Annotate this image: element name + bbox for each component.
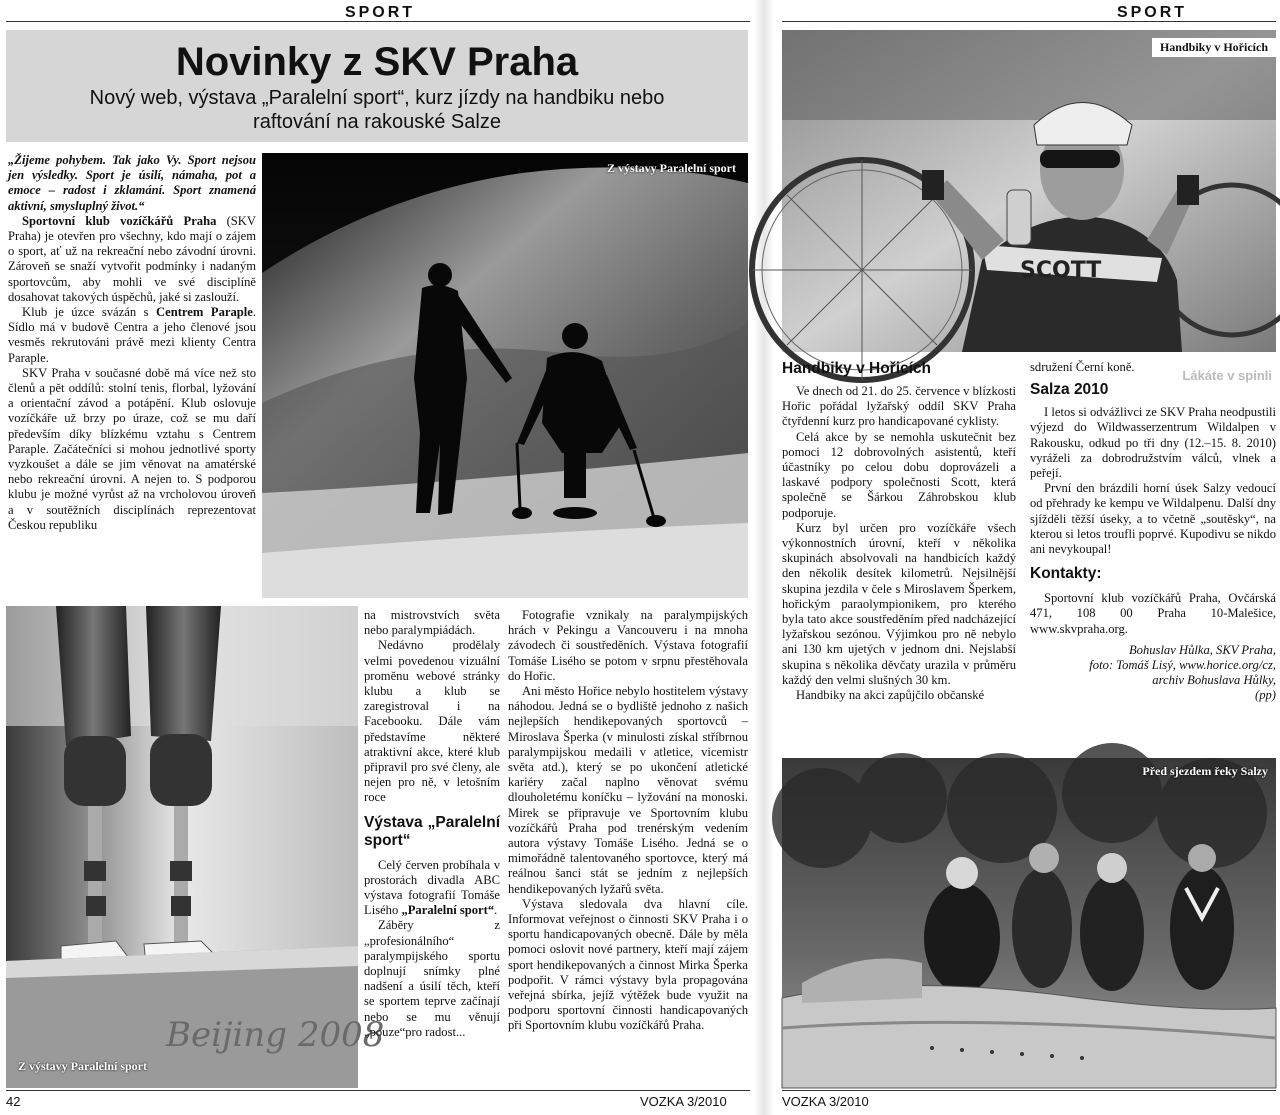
photo-rafting — [782, 758, 1276, 1088]
handbike-intro: Ve dnech od 21. do 25. července v blízkosti Hořic pořádal lyžařský oddíl SKV Praha čtyřdenní kurz pro handicapované cyklisty. — [782, 384, 1016, 429]
rafting-illustration — [782, 758, 1276, 1088]
intro-quote: „Žijeme pohybem. Tak jako Vy. Sport nejsou jen výsledky. Sport je úsilí, námaha, pot a emoce – radost i zklamání. Sport znamená aktivní, smysluplný život.“ — [8, 153, 256, 213]
credit-photo: foto: Tomáš Lisý, www.horice.org/cz, — [1089, 658, 1276, 673]
salza-heading: Salza 2010 — [1030, 381, 1109, 399]
left-col1-text — [8, 153, 256, 603]
footer-issue-right: VOZKA 3/2010 — [782, 1094, 869, 1109]
credit-archive: archiv Bohuslava Hůlky, — [1152, 673, 1276, 688]
contacts-text: Sportovní klub vozíčkářů Praha, Ovčárská 471, 108 00 Praha 10-Malešice, www.skvpraha.org. — [1030, 591, 1276, 636]
credit-pp: (pp) — [1255, 688, 1276, 703]
page-number: 42 — [6, 1094, 21, 1109]
salza-details: První den brázdili horní úsek Salzy vedoucí od přehrady ke kempu ve Wildalpenu. Další dny sjížděli těžší úseky, a to včetně „soutěsky“, na kterou si letos troufli poprvé. Kupodivu se nikdo ani nevykoupal! — [1030, 481, 1276, 557]
footer-rule — [6, 1090, 750, 1091]
col2-continuation: na mistrovstvích světa nebo paralympiádách. — [364, 608, 500, 638]
ghost-text: Lákáte v spinli — [1182, 368, 1272, 383]
exhibition-photos-text: Záběry z „profesionálního“ paralympijského sportu doplnují snímky plné nadšení a úsilí těch, kteří se sportem teprve začínají nebo se mu věnují „pouze“pro radost... — [364, 918, 500, 1039]
photo-prosthetics — [6, 606, 385, 1088]
left-col2-text — [364, 608, 500, 1088]
photo-caption-handbike: Handbiky v Hořicích — [1152, 38, 1276, 57]
club-name-bold: Sportovní klub vozíčkářů Praha — [22, 213, 217, 228]
web-news-text: Nedávno prodělaly velmi povedenou vizuální proměnu webové stránky klubu a klub se zaregistroval i na Facebooku. Dále vám představíme některé atraktivní akce, které klub připravil pro své členy, ale nejen pro ně, v letošním roce — [364, 638, 500, 805]
section-label-right: SPORT — [1116, 4, 1188, 21]
exhibition-title-bold: „Paralelní sport“ — [401, 903, 495, 918]
right-col2-text — [1030, 360, 1276, 752]
page-title: Novinky z SKV Praha — [175, 40, 579, 84]
right-col1-text — [782, 360, 1016, 752]
credit-author: Bohuslav Hůlka, SKV Praha, — [1128, 642, 1276, 657]
members-text: SKV Praha v současné době má více než sto členů a pět oddílů: stolní tenis, florbal, lyžování a orientační závod a potápění. Klub oslovuje vozíčkáře už brzy po úraze, což se mu daří především díky blízkému vztahu s Centrem Paraple. Začátečníci si mohou jednotlivé sporty vyzkoušet a dále se jim věnovat na amatérské nebo rekreační úrovni. A nejen to. S podporou klubu je možné vyrůst až na vrcholovou úroveň a v soutěžních disciplínách reprezentovat Českou republiku — [8, 365, 256, 532]
footer-issue: VOZKA 3/2010 — [640, 1094, 727, 1109]
handbike-heading: Handbiky v Hořicích — [782, 360, 932, 377]
exhibition-goals-text: Výstava sledovala dva hlavní cíle. Informovat veřejnost o činnosti SKV Praha i o sportu handicapovaných obecně. Dále by měla pomoci oslovit nové partnery, kteří mají zájem sport hendikepovaných a činnost Mirka Šperka podpořit. V rámci výstavy byla propagována veřejná sbírka, jejíž výtěžek bude využit na podporu sportovní činnosti handicapovaných při Sportovním klubu vozíčkářů Praha. — [508, 896, 748, 1033]
photos-origin-text: Fotografie vznikaly na paralympijských hrách v Pekingu a Vancouveru i na mnoha závodech či soustředěních. Výstava fotografií Tomáše Lisého se potom v srpnu přestěhovala do Hořic. — [508, 608, 748, 683]
left-col3-text — [508, 608, 748, 1088]
handbike-assistants: Celá akce by se nemohla uskutečnit bez pomoci 12 dobrovolných asistentů, kteří účastníky po celou dobu doprovázeli a laskavé podpory společnosti Scott, která společně se Šárkou Záhrobskou klub podporuje. — [782, 429, 1016, 520]
credits — [1030, 643, 1276, 704]
photo-caption-2: Z výstavy Paralelní sport — [18, 1059, 147, 1073]
club-intro-text: (SKV Praha) je otevřen pro všechny, kdo mají o zájem o sport, ať už na rekreační nebo závodní úrovni. Zároveň se snaží vytvořit podmínky i nadaným sportovcům, aby mohli ve své disciplíně dosahovat takových úspěchů, jaké si zaslouží. — [8, 213, 256, 304]
paraple-text-b: . Sídlo má v budově Centra a jeho členové jsou vesměs rekrutováni právě mezi klienty Centra Paraple. — [8, 305, 257, 365]
photo-caption-rafting: Před sjezdem řeky Salzy — [1142, 764, 1268, 778]
contacts-heading: Kontakty: — [1030, 565, 1102, 583]
photo-caption: Z výstavy Paralelní sport — [607, 161, 736, 175]
footer-rule-right — [782, 1090, 1276, 1091]
paraple-text-a: Klub je úzce svázán s — [22, 305, 157, 320]
jersey-text: SCOTT — [1020, 258, 1102, 283]
skiing-illustration — [262, 153, 748, 598]
exhibition-text-b: . — [494, 903, 498, 918]
section-rule-right — [782, 21, 1276, 22]
title-box — [6, 30, 748, 142]
photo-skiing — [262, 153, 748, 598]
section-label: SPORT — [344, 4, 416, 21]
handbike-illustration — [782, 30, 1276, 352]
podium-sign: Beijing 2008 — [166, 1015, 385, 1055]
prosthetics-illustration — [6, 606, 385, 1088]
horice-text: Ani město Hořice nebylo hostitelem výstavy náhodou. Jedná se o bydliště jednoho z našich nejlepších hendikepovaných sportovců – Miroslava Šperka (v minulosti získal stříbrnou paralympijskou medaili v atletice, vicemistr světa atd.), který se po ukončení atletické kariéry začal naplno věnovat svému dlouholetému koníčku – lyžování na monoski. Mirek se připravuje ve Sportovním klubu vozíčkářů Praha pod trenérským vedením autora výstavy Tomáše Lisého. Jedná se o mimořádně talentovaného sportovce, který má reálnou šanci stát se jedním z nejlepších hendikepovaných lyžařů světa. — [508, 684, 748, 896]
handbike-lent: Handbiky na akci zapůjčilo občanské — [796, 688, 985, 703]
exhibition-heading: Výstava „Paralelní sport“ — [364, 813, 500, 849]
salza-intro: I letos si odvážlivci ze SKV Praha neodpustili výjezd do Wildwasserzentrum Wildalpen v Rakousku, odkud po tři dny (12.–15. 8. 2010) vyráželi za dobrodružstvím válců, vlnek a peřejí. — [1030, 405, 1276, 481]
page-gutter — [754, 0, 774, 1115]
page-subtitle: Nový web, výstava „Paralelní sport“, kurz jízdy na handbiku nebo raftování na rakouské Salze — [89, 87, 665, 133]
section-rule — [6, 21, 750, 22]
exhibition-text-a: Celý červen probíhala v prostorách divadla ABC výstava fotografií Tomáše Lisého — [364, 857, 500, 918]
handbike-course: Kurz byl určen pro vozíčkáře všech výkonnostních úrovní, kteří v několika skupinách absolvovali na handbicích každý den několik desítek kilometrů. Nejsilnější skupina jezdila v čele s Miroslavem Šperkem, hořickým paraolympionikem, pro kterého byla tato akce soustředěním před nadcházející lyžařskou sezónou. Výjimkou pro ně nebylo ani 130 km ujetých v jednom dni. Nejslabší skupina s několika děvčaty urazila v průměru každý den velmi slušných 30 km. — [782, 520, 1016, 687]
paraple-bold: Centrem Paraple — [156, 305, 253, 320]
handbike-continuation: sdružení Černí koně. — [1030, 360, 1135, 374]
